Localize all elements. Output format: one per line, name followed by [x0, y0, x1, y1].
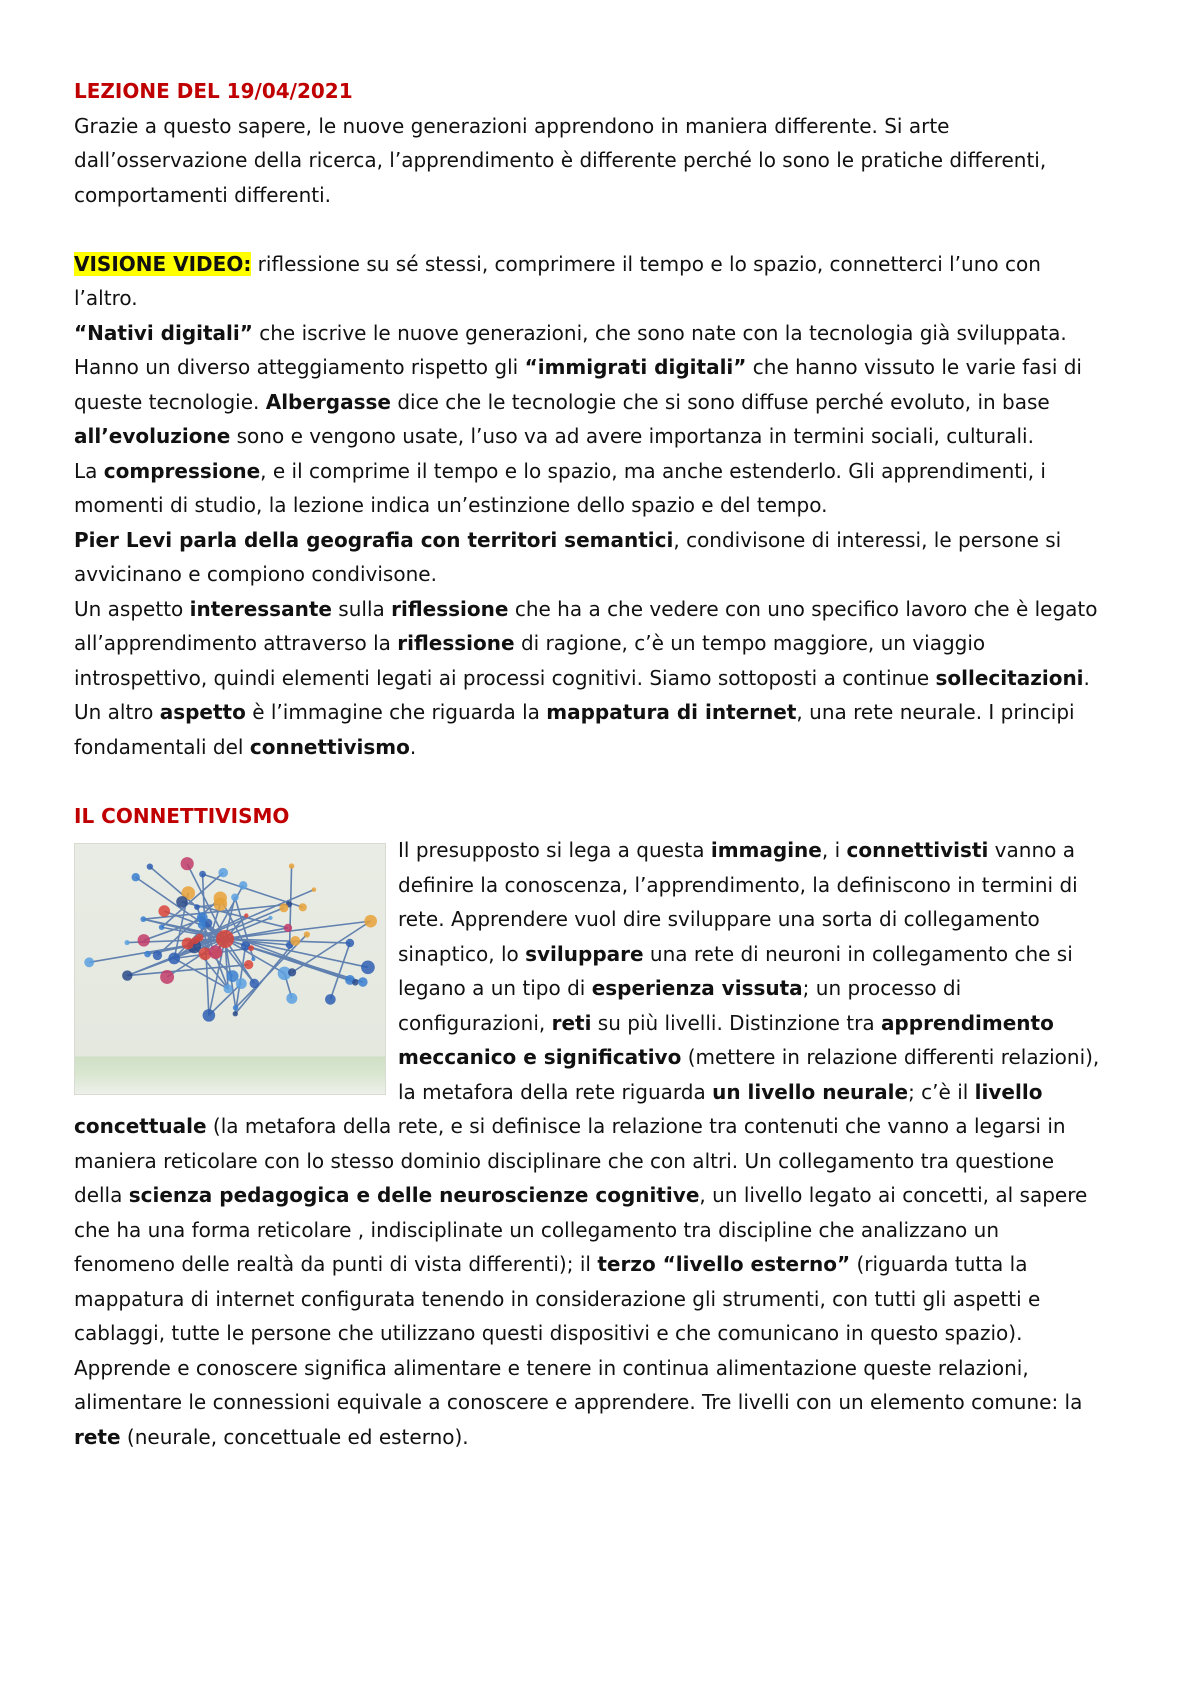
spacer	[74, 212, 1100, 247]
riflessione-paragraph	[74, 592, 1100, 696]
network-node	[239, 881, 247, 889]
intro-paragraph: Grazie a questo sapere, le nuove generazioni apprendono in maniera differente. Si arte dall’osservazione della ricerca, l’apprendimento è differente perché lo sono le pratiche differenti, comportamenti differenti.	[74, 113, 1047, 207]
text-run: sono e vengono usate, l’uso va ad avere importanza in termini sociali, culturali.	[230, 424, 1034, 448]
text-run: , i	[821, 838, 847, 862]
network-node	[244, 913, 248, 917]
text-run: che iscrive le nuove generazioni, che sono nate con la tecnologia già sviluppata. Hanno un diverso atteggiamento rispetto gli	[74, 320, 1067, 379]
bold-term: apprendimento meccanico e significativo	[398, 1010, 1054, 1069]
network-node	[290, 936, 300, 946]
bold-term: reti	[551, 1010, 592, 1035]
text-run: , una rete neurale. I principi fondamentali del	[74, 700, 1075, 759]
visione-paragraph	[74, 247, 1100, 316]
network-node	[304, 931, 310, 937]
network-node	[233, 1005, 239, 1011]
network-node	[203, 1009, 216, 1022]
network-illustration	[75, 844, 385, 1094]
text-run: dice che le tecnologie che si sono diffuse perché evoluto, in base	[390, 389, 1050, 414]
text-run: ; un processo di configurazioni,	[398, 976, 962, 1035]
bold-term: aspetto	[159, 700, 246, 724]
network-node	[358, 977, 368, 987]
nativi-digitali-paragraph	[74, 316, 1100, 454]
bold-term: sviluppare	[525, 941, 644, 966]
text-run: (neurale, concettuale ed esterno).	[120, 1424, 469, 1449]
network-node	[288, 968, 296, 976]
bold-term: sollecitazioni	[935, 665, 1084, 690]
spacer	[74, 764, 1100, 799]
network-node	[224, 984, 233, 993]
network-node	[168, 952, 180, 964]
bold-term: compressione	[103, 458, 261, 483]
visione-video-text: riflessione su sé stessi, comprimere il tempo e lo spazio, connetterci l’uno con l’altro.	[74, 251, 1041, 310]
network-node	[132, 873, 140, 881]
neural-network-photo	[74, 843, 386, 1095]
text-run: , un livello legato ai concetti, al sapere che ha una forma reticolare , indisciplinate un collegamento tra discipline che analizzano un fenomeno delle realtà da punti di vista differenti); il	[74, 1183, 1088, 1276]
bold-term: interessante	[189, 596, 332, 621]
bold-term: Albergasse	[265, 389, 391, 414]
network-node	[244, 960, 253, 969]
network-node	[122, 970, 132, 980]
network-node	[159, 924, 165, 930]
visione-video-label: VISIONE VIDEO:	[74, 251, 252, 276]
network-node	[158, 905, 170, 917]
text-run: (la metafora della rete, e si definisce la relazione tra contenuti che vanno a legarsi in maniera reticolare con lo stesso dominio disciplinare che con altri. Un collegamento tra questione della	[74, 1114, 1066, 1207]
network-node	[286, 993, 297, 1004]
bold-term: livello concettuale	[74, 1079, 1043, 1138]
network-node	[214, 891, 227, 904]
network-node	[236, 978, 247, 989]
network-node	[361, 960, 375, 974]
text-run: (mettere in relazione differenti relazioni), la metafora della rete riguarda	[398, 1045, 1100, 1104]
bold-term: scienza pedagogica e delle neuroscienze cognitive	[128, 1183, 700, 1207]
text-run: che hanno vissuto le varie fasi di queste tecnologie.	[74, 355, 1082, 414]
bold-term: terzo “livello esterno”	[597, 1252, 851, 1276]
bold-term: immagine	[710, 838, 822, 862]
network-node	[125, 940, 130, 945]
bold-term: “Nativi digitali”	[74, 320, 253, 345]
network-node	[160, 970, 174, 984]
network-node	[268, 916, 272, 920]
bold-term: Pier Levi parla della geografia con territori semantici	[74, 527, 674, 552]
lesson-heading: LEZIONE DEL 19/04/2021	[74, 79, 353, 103]
network-node	[138, 934, 150, 946]
text-run: una rete di neuroni in collegamento che si legano a un tipo di	[398, 941, 1073, 1000]
network-node	[181, 857, 194, 870]
text-run: , e il comprime il tempo e lo spazio, ma anche estenderlo. Gli apprendimenti, i momenti di studio, la lezione indica un’estinzione dello spazio e del tempo.	[74, 458, 1046, 517]
bold-term: esperienza vissuta	[591, 976, 803, 1000]
network-node	[227, 970, 239, 982]
network-node	[209, 945, 223, 959]
bold-term: mappatura di internet	[546, 700, 797, 724]
network-link	[330, 943, 350, 999]
connettivismo-heading: IL CONNETTIVISMO	[74, 803, 290, 828]
network-node	[364, 915, 377, 928]
network-node	[312, 887, 317, 892]
bold-term: riflessione	[397, 631, 515, 655]
network-node	[289, 863, 294, 868]
network-node	[140, 916, 146, 922]
network-node	[194, 904, 200, 910]
network-node	[325, 994, 336, 1005]
text-run: .	[1083, 665, 1090, 690]
bold-term: un livello neurale	[712, 1079, 909, 1104]
network-node	[84, 957, 94, 967]
network-node	[218, 868, 228, 878]
network-node	[216, 930, 234, 948]
text-run: di ragione, c’è un tempo maggiore, un viaggio introspettivo, quindi elementi legati ai processi cognitivi. Siamo sottoposti a continue	[74, 631, 986, 690]
bold-term: rete	[74, 1424, 121, 1449]
text-run: ; c’è il	[908, 1079, 975, 1104]
text-run: è l’immagine che riguarda la	[245, 700, 547, 724]
network-node	[153, 951, 162, 960]
text-run: La	[74, 458, 104, 483]
compressione-paragraph	[74, 454, 1100, 523]
network-node	[176, 896, 188, 908]
network-node	[231, 894, 239, 902]
network-node	[147, 863, 153, 869]
network-node	[299, 903, 307, 911]
network-node	[248, 945, 254, 951]
network-node	[250, 979, 260, 989]
text-run: Un aspetto	[74, 596, 190, 621]
pier-levi-paragraph	[74, 523, 1100, 592]
network-node	[251, 957, 255, 961]
network-node	[233, 1011, 238, 1016]
network-node	[279, 903, 288, 912]
text-run: Il presupposto si lega a questa	[398, 838, 711, 862]
text-run: Un altro	[74, 700, 160, 724]
network-node	[284, 924, 292, 932]
bold-term: connettivismo	[249, 734, 410, 759]
text-run: vanno a definire la conoscenza, l’apprendimento, la definiscono in termini di rete. Apprendere vuol dire sviluppare una sorta di collegamento sinaptico, lo	[398, 838, 1078, 966]
network-node	[346, 939, 355, 948]
text-run: .	[409, 734, 417, 759]
network-node	[196, 934, 204, 942]
text-run: , condivisone di interessi, le persone si avvicinano e compiono condivisone.	[74, 527, 1062, 586]
text-run: sulla	[331, 596, 392, 621]
network-node	[199, 871, 206, 878]
bold-term: connettivisti	[846, 838, 989, 862]
mappatura-paragraph	[74, 695, 1100, 764]
text-run: che ha a che vedere con uno specifico lavoro che è legato all’apprendimento attraverso la	[74, 596, 1098, 655]
bold-term: all’evoluzione	[74, 424, 231, 448]
bold-term: “immigrati digitali”	[524, 355, 747, 379]
text-run: su più livelli. Distinzione tra	[591, 1010, 881, 1035]
network-node	[144, 951, 151, 958]
bold-term: riflessione	[391, 596, 509, 621]
text-run: (riguarda tutta la mappatura di internet configurata tenendo in considerazione gli strumenti, con tutti gli aspetti e cablaggi, tutte le persone che utilizzano questi dispositivi e che comunicano in questo spazio). Apprende e conoscere significa alimentare e tenere in continua alimentazione queste relazioni, alimentare le connessioni equivale a conoscere e apprendere. Tre livelli con un elemento comune: la	[74, 1252, 1083, 1414]
network-node	[352, 979, 358, 985]
network-node	[197, 912, 208, 923]
